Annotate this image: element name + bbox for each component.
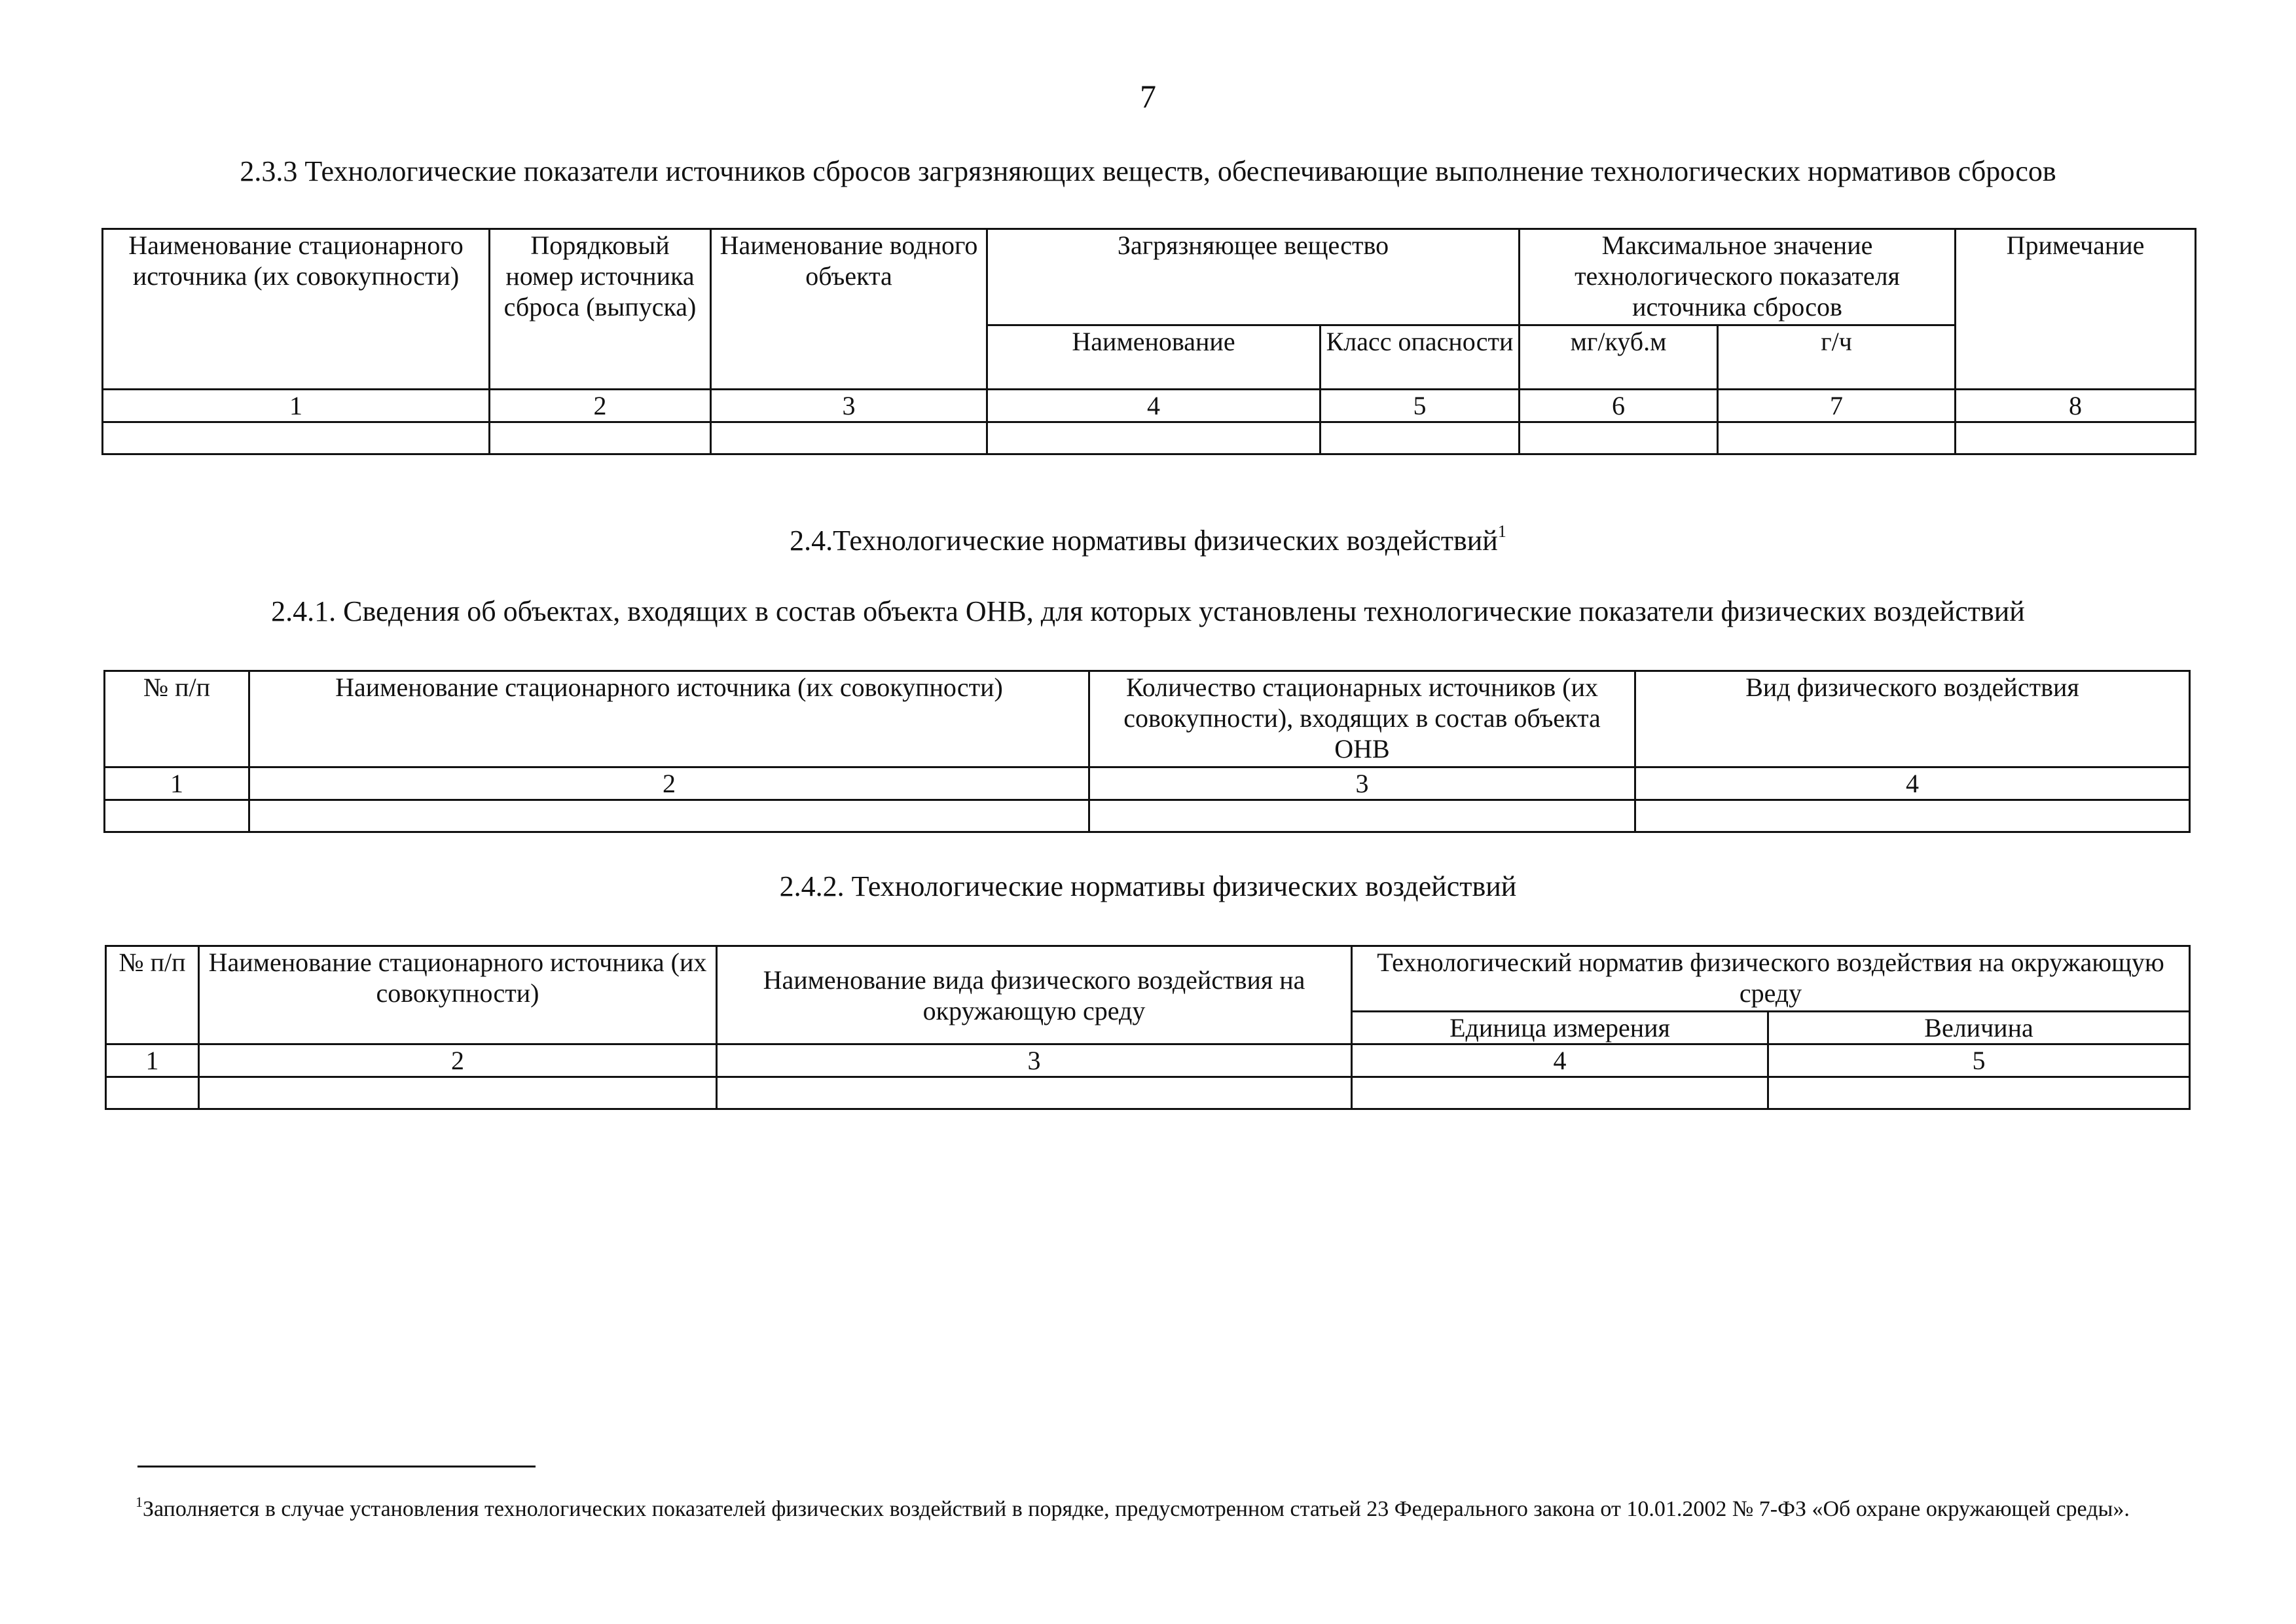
empty-cell[interactable]	[1718, 422, 1956, 454]
column-number: 4	[1635, 767, 2190, 800]
empty-cell[interactable]	[1352, 1077, 1768, 1109]
column-number: 1	[103, 390, 490, 422]
empty-cell[interactable]	[490, 422, 711, 454]
empty-cell[interactable]	[1635, 800, 2190, 832]
empty-cell[interactable]	[1520, 422, 1718, 454]
column-number: 4	[987, 390, 1321, 422]
header-num: № п/п	[105, 671, 249, 767]
header-pollutant: Загрязняющее вещество	[987, 229, 1520, 325]
header-source-name: Наименование стационарного источника (их совокупности)	[103, 229, 490, 390]
column-number: 1	[106, 1044, 199, 1077]
empty-cell[interactable]	[1321, 422, 1520, 454]
column-number: 7	[1718, 390, 1956, 422]
column-number: 3	[717, 1044, 1352, 1077]
header-water-object: Наименование водного объекта	[711, 229, 987, 390]
header-hazard-class: Класс опасности	[1321, 325, 1520, 390]
physical-impact-objects-table	[103, 670, 2191, 833]
footnote-separator	[137, 1466, 536, 1467]
header-note: Примечание	[1956, 229, 2196, 390]
table-row	[105, 800, 2190, 832]
footnote-mark: 1	[136, 1494, 143, 1510]
table-row	[106, 1077, 2190, 1109]
header-impact-type: Вид физического воздействия	[1635, 671, 2190, 767]
column-number: 3	[1089, 767, 1635, 800]
empty-cell[interactable]	[1956, 422, 2196, 454]
empty-cell[interactable]	[1768, 1077, 2190, 1109]
empty-cell[interactable]	[1089, 800, 1635, 832]
header-pollutant-name: Наименование	[987, 325, 1321, 390]
column-number: 6	[1520, 390, 1718, 422]
empty-cell[interactable]	[103, 422, 490, 454]
section-2-4-title-text: 2.4.Технологические нормативы физических воздействий	[790, 525, 1498, 557]
physical-impact-norms-table	[105, 945, 2191, 1110]
empty-cell[interactable]	[106, 1077, 199, 1109]
empty-cell[interactable]	[711, 422, 987, 454]
header-impact-name: Наименование вида физического воздействия на окружающую среду	[717, 946, 1352, 1044]
header-num: № п/п	[106, 946, 199, 1044]
header-source-name: Наименование стационарного источника (их совокупности)	[249, 671, 1089, 767]
section-2-4-2-title: 2.4.2. Технологические нормативы физических воздействий	[779, 870, 1517, 902]
header-max-value: Максимальное значение технологического показателя источника сбросов	[1520, 229, 1956, 325]
footnote-mark: 1	[1497, 522, 1506, 541]
empty-cell[interactable]	[105, 800, 249, 832]
column-number: 5	[1321, 390, 1520, 422]
empty-cell[interactable]	[987, 422, 1321, 454]
header-source-name: Наименование стационарного источника (их совокупности)	[199, 946, 717, 1044]
discharge-indicators-table	[101, 228, 2196, 455]
column-number: 1	[105, 767, 249, 800]
column-number: 2	[490, 390, 711, 422]
table-row	[103, 422, 2196, 454]
header-unit: Единица измерения	[1352, 1012, 1768, 1044]
header-value: Величина	[1768, 1012, 2190, 1044]
header-count: Количество стационарных источников (их совокупности), входящих в состав объекта ОНВ	[1089, 671, 1635, 767]
column-number: 3	[711, 390, 987, 422]
empty-cell[interactable]	[249, 800, 1089, 832]
header-unit-gh: г/ч	[1718, 325, 1956, 390]
footnote	[136, 1485, 2191, 1526]
column-number: 8	[1956, 390, 2196, 422]
column-number: 2	[199, 1044, 717, 1077]
section-2-4-1-title: 2.4.1. Сведения об объектах, входящих в состав объекта ОНВ, для которых установлены технологические показатели физических воздействий	[271, 595, 2025, 627]
header-unit-mg: мг/куб.м	[1520, 325, 1718, 390]
empty-cell[interactable]	[717, 1077, 1352, 1109]
column-number: 2	[249, 767, 1089, 800]
page-number: 7	[1140, 78, 1156, 115]
column-number: 4	[1352, 1044, 1768, 1077]
section-2-3-3-title: 2.3.3 Технологические показатели источников сбросов загрязняющих веществ, обеспечивающие выполнение технологических нормативов сбросов	[240, 155, 2056, 187]
empty-cell[interactable]	[199, 1077, 717, 1109]
section-2-4-title	[0, 522, 2296, 557]
footnote-text: Заполняется в случае установления технологических показателей физических воздействий в порядке, предусмотренном статьей 23 Федерального закона от 10.01.2002 № 7-ФЗ «Об охране окружающей среды».	[143, 1497, 2130, 1521]
header-source-number: Порядковый номер источника сброса (выпуска)	[490, 229, 711, 390]
column-number: 5	[1768, 1044, 2190, 1077]
header-norm: Технологический норматив физического воздействия на окружающую среду	[1352, 946, 2190, 1012]
